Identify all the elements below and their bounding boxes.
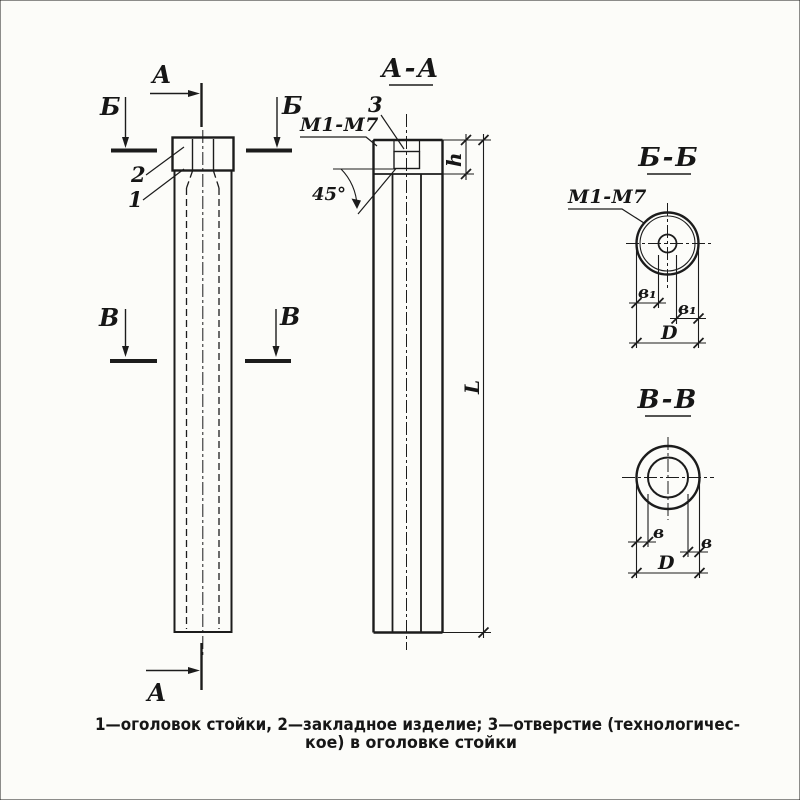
caption-line-1: 1—оголовок стойки, 2—закладное изделие; 3—отверстие (технологичес- xyxy=(95,715,740,735)
marker-b-right-label: Б xyxy=(282,91,303,120)
angle-label: 45° xyxy=(312,184,347,205)
section-bb-view xyxy=(567,143,711,348)
callout-1-label: 1 xyxy=(128,187,143,212)
section-vv-title: В-В xyxy=(637,385,699,415)
marker-v-right-label: В xyxy=(280,302,301,331)
dimension-d-bb xyxy=(629,322,706,348)
dim-d-label: D xyxy=(658,552,675,574)
arrowhead-icon xyxy=(188,667,200,674)
hidden-chamfer xyxy=(214,171,220,188)
leader-line xyxy=(143,169,184,200)
dim-v1-left-label: в₁ xyxy=(638,283,657,303)
m1m7-label: М1-М7 xyxy=(568,186,647,208)
caption-line-2: кое) в оголовке стойки xyxy=(305,733,517,753)
right-wall-hatch xyxy=(421,174,443,632)
section-bb-title: Б-Б xyxy=(638,143,700,173)
angle-callout xyxy=(312,169,396,215)
arrowhead-icon xyxy=(122,137,129,148)
leader-line xyxy=(300,137,377,146)
marker-a-top-label: А xyxy=(152,60,172,89)
callout-2-label: 2 xyxy=(131,162,146,187)
marker-a-bottom-label: А xyxy=(147,678,167,707)
dim-h-label: h xyxy=(442,152,466,167)
figure-caption xyxy=(95,715,740,753)
section-aa-title: А-А xyxy=(381,54,441,84)
marker-b-left-label: Б xyxy=(100,92,121,121)
section-vv-view xyxy=(622,385,714,578)
dim-d-label: D xyxy=(661,322,678,344)
chamfer-line xyxy=(358,169,396,215)
arrowhead-icon xyxy=(274,137,281,148)
leader-line xyxy=(381,115,404,149)
section-cut-a-bottom xyxy=(145,643,202,707)
arrowhead-icon xyxy=(352,199,362,210)
hidden-chamfer xyxy=(187,171,193,188)
left-wall-hatch xyxy=(374,174,393,632)
arrowhead-icon xyxy=(188,90,200,97)
dimension-v-right xyxy=(680,480,712,578)
m1m7-label: М1-М7 xyxy=(300,114,379,136)
dim-v-left-label: в xyxy=(653,523,665,543)
elevation-view xyxy=(98,60,303,707)
dim-l-label: L xyxy=(460,379,484,394)
dim-v-right-label: в xyxy=(701,533,713,553)
dim-v1-right-label: в₁ xyxy=(678,299,697,319)
arrowhead-icon xyxy=(273,346,280,357)
section-cut-v xyxy=(98,302,300,361)
elevation-callouts xyxy=(128,147,184,212)
leader-line xyxy=(568,209,644,223)
callout-3-label: 3 xyxy=(368,92,383,117)
arrowhead-icon xyxy=(122,346,129,357)
section-cut-a-top xyxy=(150,60,202,127)
post-outline xyxy=(173,130,234,657)
dimension-l xyxy=(443,134,492,638)
section-aa-view xyxy=(299,54,491,650)
marker-v-left-label: В xyxy=(99,303,120,332)
